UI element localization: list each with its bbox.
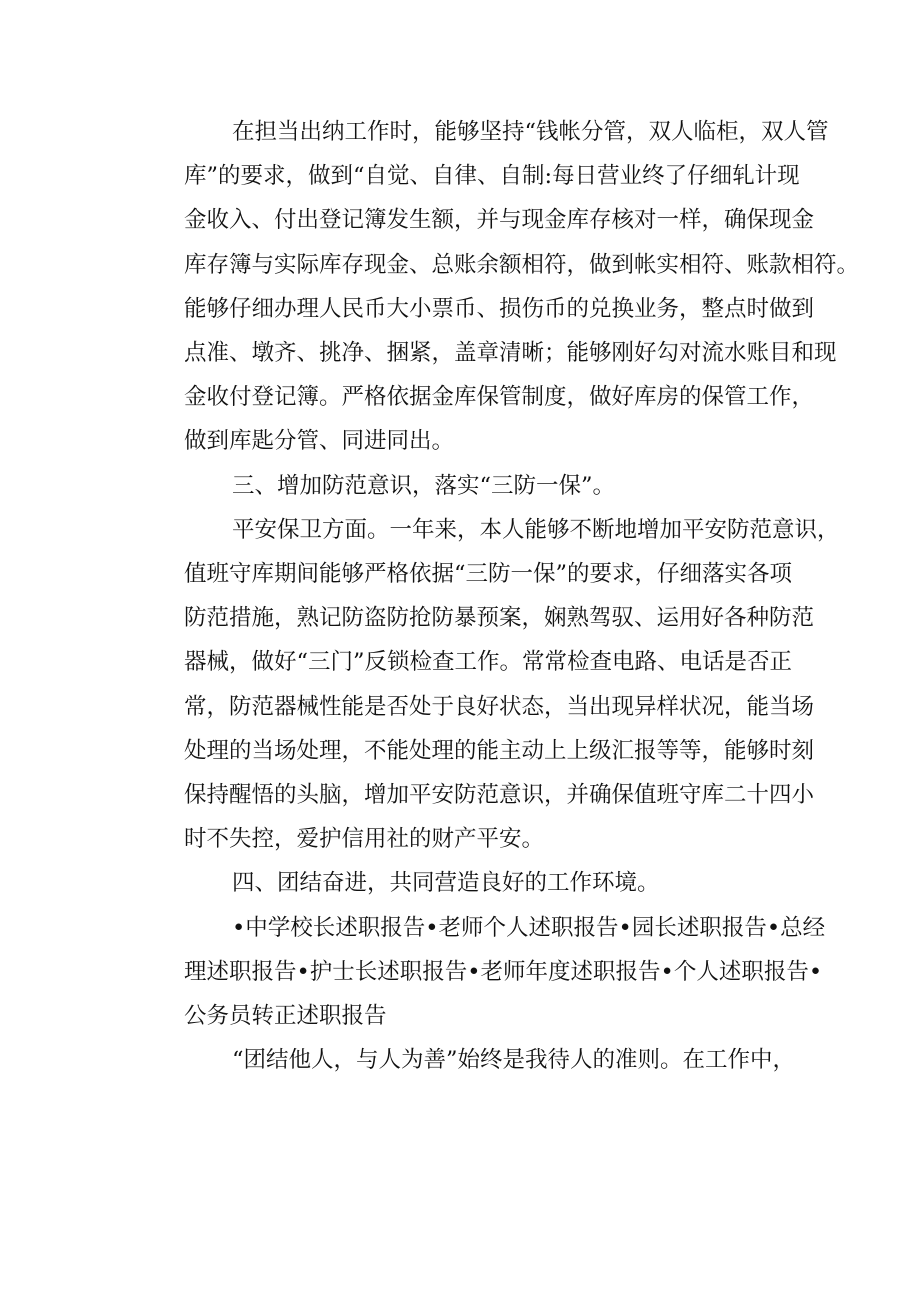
- document-body: [136, 110, 860, 1082]
- paragraph-unity: [136, 1038, 796, 1082]
- text-line: 器械，做好“三门”反锁检查工作。常常检查电路、电话是否正: [184, 649, 793, 676]
- text-line: 公务员转正述职报告: [184, 1003, 387, 1030]
- text-line: 值班守库期间能够严格依据“三防一保”的要求，仔细落实各项: [184, 561, 793, 588]
- text-line: 保持醒悟的头脑，增加平安防范意识，并确保值班守库二十四小: [184, 782, 815, 809]
- text-line: 金收入、付出登记簿发生额，并与现金库存核对一样，确保现金: [184, 207, 815, 234]
- section-heading-four: [136, 861, 796, 905]
- text-line: •中学校长述职报告•老师个人述职报告•园长述职报告•总经: [232, 914, 826, 941]
- text-line: 能够仔细办理人民币大小票币、损伤币的兑换业务，整点时做到: [184, 295, 815, 322]
- text-line: 平安保卫方面。一年来，本人能够不断地增加平安防范意识，: [232, 516, 840, 543]
- text-line: 库”的要求，做到“自觉、自律、自制:每日营业终了仔细轧计现: [184, 163, 800, 190]
- heading-text: 四、团结奋进，共同营造良好的工作环境。: [232, 870, 660, 897]
- section-heading-three: [136, 464, 796, 508]
- text-line: 库存簿与实际库存现金、总账余额相符，做到帐实相符、账款相符。: [184, 251, 860, 278]
- paragraph-cashier-work: [136, 110, 860, 464]
- text-line: 防范措施，熟记防盗防抢防暴预案，娴熟驾驭、运用好各种防范: [184, 605, 815, 632]
- text-line: 处理的当场处理，不能处理的能主动上上级汇报等等，能够时刻: [184, 737, 815, 764]
- text-line: 时不失控，爱护信用社的财产平安。: [184, 826, 545, 853]
- heading-text: 三、增加防范意识，落实“三防一保”。: [232, 472, 616, 499]
- text-line: 点准、墩齐、挑净、捆紧，盖章清晰；能够刚好勾对流水账目和现: [184, 340, 837, 367]
- text-line: 理述职报告•护士长述职报告•老师年度述职报告•个人述职报告•: [184, 958, 823, 985]
- text-line: 金收付登记簿。严格依据金库保管制度，做好库房的保管工作，: [184, 384, 815, 411]
- text-line: 在担当出纳工作时，能够坚持“钱帐分管，双人临柜，双人管: [232, 119, 829, 145]
- text-line: 常，防范器械性能是否处于良好状态，当出现异样状况，能当场: [184, 693, 815, 720]
- text-line: “团结他人，与人为善”始终是我待人的准则。在工作中，: [232, 1047, 796, 1074]
- related-reports-list: [136, 906, 826, 1039]
- paragraph-security-work: [136, 508, 840, 862]
- text-line: 做到库匙分管、同进同出。: [184, 428, 455, 455]
